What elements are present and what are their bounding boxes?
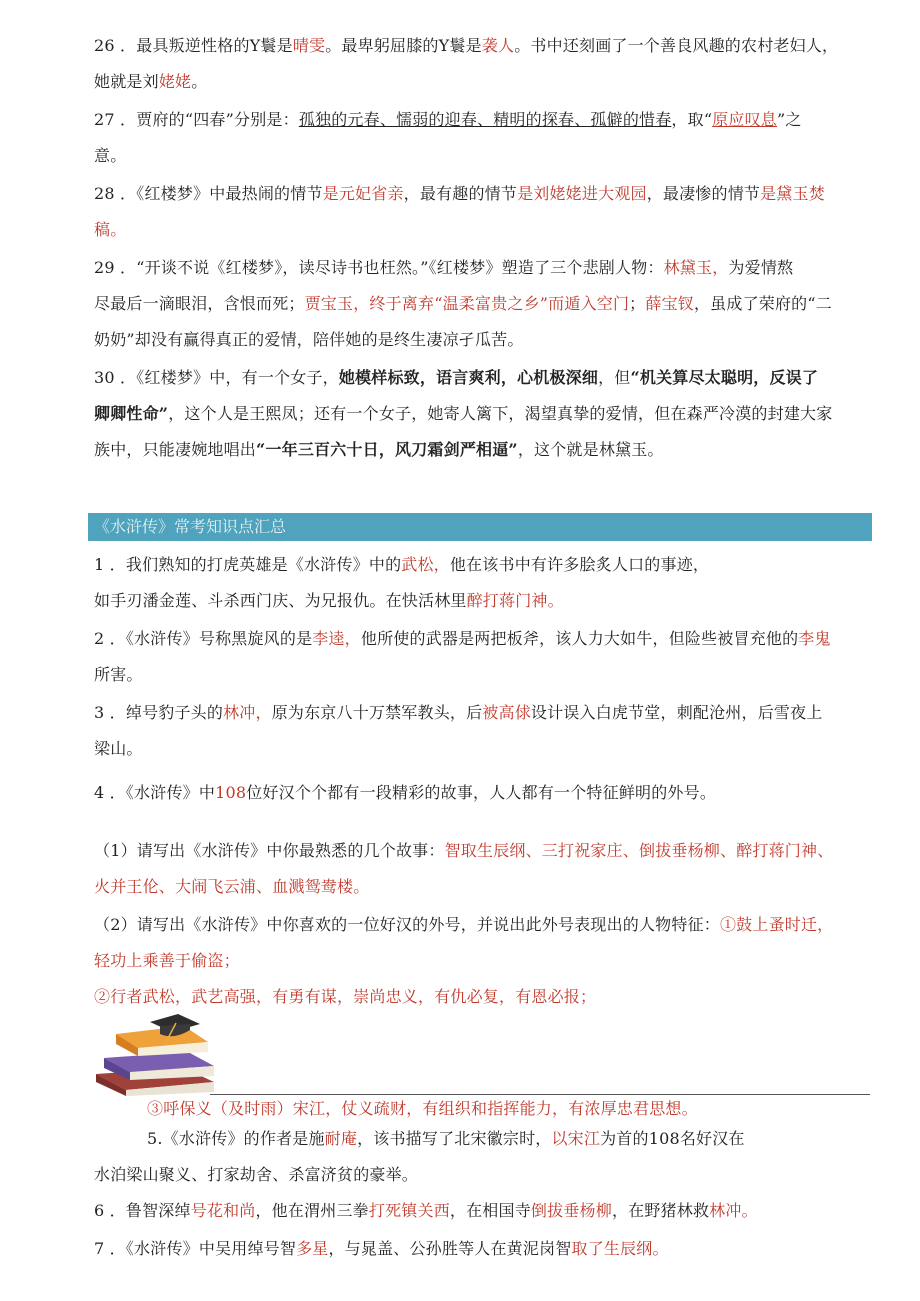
item-26-line-2: 她就是刘姥姥。 xyxy=(94,72,208,91)
item-7-line-1: 7 ．《水浒传》中吴用绰号智多星，与晁盖、公孙胜等人在黄泥岗智取了生辰纲。 xyxy=(94,1239,669,1258)
item-2-line-2: 所害。 xyxy=(94,665,143,684)
item-2-line-1: 2 ．《水浒传》号称黑旋风的是李逵，他所使的武器是两把板斧，该人力大如牛，但险些被冒充他的李鬼 xyxy=(94,629,831,648)
item-29-line-2: 尽最后一滴眼泪，含恨而死；贾宝玉，终于离弃“温柔富贵之乡”而遁入空门；薛宝钗，虽成了荣府的“二 xyxy=(94,294,832,313)
item-4-q2-line-4: ③呼保义（及时雨）宋江，仗义疏财，有组织和指挥能力，有浓厚忠君思想。 xyxy=(147,1099,698,1118)
item-30-line-3: 族中，只能凄婉地唱出“一年三百六十日，风刀霜剑严相逼”，这个就是林黛玉。 xyxy=(94,440,664,459)
item-3-line-1: 3 ．绰号豹子头的林冲，原为东京八十万禁军教头，后被高俅设计误入白虎节堂，刺配沧州，后雪夜上 xyxy=(94,703,823,722)
item-6-line-1: 6 ．鲁智深绰号花和尚，他在渭州三拳打死镇关西，在相国寺倒拔垂杨柳，在野猪林救林冲。 xyxy=(94,1201,758,1220)
item-27-line-1: 27 ．贾府的“四春”分别是：孤独的元春、懦弱的迎春、精明的探春、孤僻的惜春，取“原应叹息”之 xyxy=(94,110,802,129)
books-illustration xyxy=(92,1012,224,1100)
item-3-line-2: 梁山。 xyxy=(94,739,143,758)
item-30-line-1: 30 ．《红楼梦》中，有一个女子，她模样标致，语言爽利，心机极深细，但“机关算尽太聪明，反误了 xyxy=(94,368,819,387)
item-29-line-3: 奶奶”却没有赢得真正的爱情，陪伴她的是终生凄凉孑瓜苦。 xyxy=(94,330,524,349)
item-26-line-1: 26 ．最具叛逆性格的Y鬟是晴雯。最卑躬屈膝的Y鬟是袭人。书中还刻画了一个善良风趣的农村老妇人， xyxy=(94,36,839,55)
item-27-line-2: 意。 xyxy=(94,146,127,165)
divider-line xyxy=(210,1094,870,1095)
section-title: 《水浒传》常考知识点汇总 xyxy=(94,517,287,536)
item-4-q2-line-3: ②行者武松，武艺高强，有勇有谋，崇尚忠义，有仇必复，有恩必报； xyxy=(94,987,597,1006)
item-4-q1-line-1: （1）请写出《水浒传》中你最熟悉的几个故事：智取生辰纲、三打祝家庄、倒拔垂杨柳、醉打蒋门神、 xyxy=(94,841,834,860)
item-5-line-1: 5.《水浒传》的作者是施耐庵，该书描写了北宋徽宗时，以宋江为首的108名好汉在 xyxy=(147,1129,745,1148)
item-4-q2-line-2: 轻功上乘善于偷盗； xyxy=(94,951,240,970)
item-1-line-2: 如手刃潘金莲、斗杀西门庆、为兄报仇。在快活林里醉打蒋门神。 xyxy=(94,591,564,610)
item-28-line-1: 28 ．《红楼梦》中最热闹的情节是元妃省亲，最有趣的情节是刘姥姥进大观园，最凄惨的情节是黛玉焚 xyxy=(94,184,825,203)
item-30-line-2: 卿卿性命”，这个人是王熙凤；还有一个女子，她寄人篱下，渴望真挚的爱情，但在森严冷漠的封建大家 xyxy=(94,404,833,423)
item-1-line-1: 1 ．我们熟知的打虎英雄是《水浒传》中的武松，他在该书中有许多脍炙人口的事迹， xyxy=(94,555,710,574)
item-4-q1-line-2: 火并王伦、大闹飞云浦、血溅鸳鸯楼。 xyxy=(94,877,370,896)
item-4-line-1: 4 ．《水浒传》中108位好汉个个都有一段精彩的故事，人人都有一个特征鲜明的外号。 xyxy=(94,783,717,802)
item-29-line-1: 29 ．“开谈不说《红楼梦》，读尽诗书也枉然。”《红楼梦》塑造了三个悲剧人物：林黛玉，为爱情熬 xyxy=(94,258,794,277)
item-28-line-2: 稿。 xyxy=(94,220,127,239)
item-5-line-2: 水泊梁山聚义、打家劫舍、杀富济贫的豪举。 xyxy=(94,1165,419,1184)
item-4-q2-line-1: （2）请写出《水浒传》中你喜欢的一位好汉的外号，并说出此外号表现出的人物特征：①鼓上蚤时迁， xyxy=(94,915,834,934)
section-header-shuihu xyxy=(88,513,872,541)
